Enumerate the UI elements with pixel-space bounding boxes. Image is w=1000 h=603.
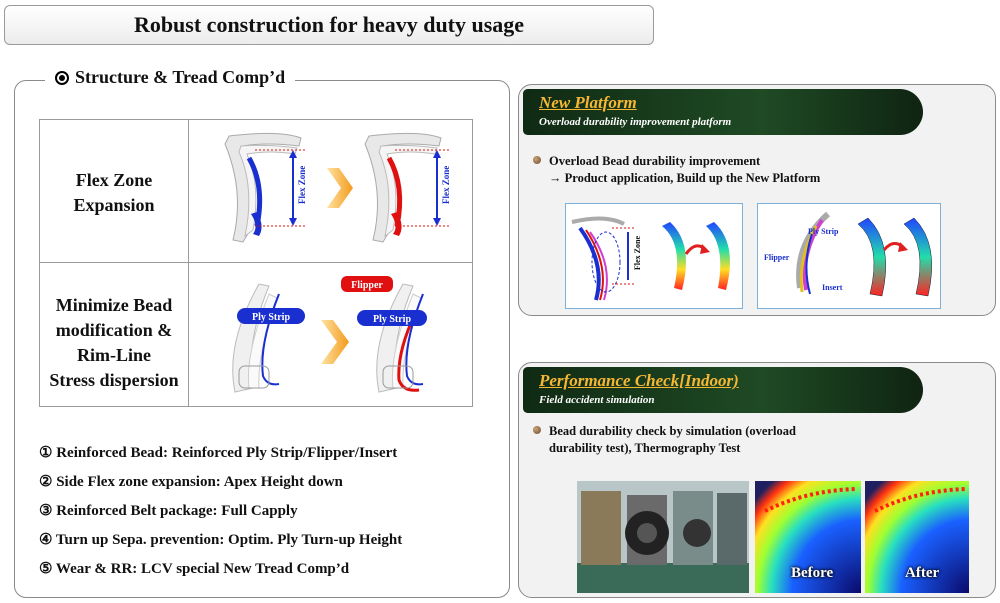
flex-zone-diagram <box>189 122 473 260</box>
new-platform-banner <box>523 89 923 135</box>
structure-panel <box>14 67 510 598</box>
structure-heading <box>45 67 295 88</box>
new-platform-title: New Platform <box>539 93 637 112</box>
bead-label: Minimize Bead modification & Rim-Line Stress dispersion <box>49 295 179 390</box>
circle-bullet-icon <box>55 71 69 85</box>
performance-subtitle: Field accident simulation <box>539 394 655 406</box>
after-label: After <box>905 565 940 581</box>
new-platform-panel <box>518 84 996 316</box>
flex-zone-simulation-figure <box>565 203 743 309</box>
bullet-icon <box>533 426 541 434</box>
platform-flipper-tag: Flipper <box>764 253 790 262</box>
list-item: ④ Turn up Sepa. prevention: Optim. Ply Turn-up Height <box>39 532 403 548</box>
new-platform-subtitle: Overload durability improvement platform <box>539 116 732 128</box>
list-item: ① Reinforced Bead: Reinforced Ply Strip/Flipper/Insert <box>39 445 398 461</box>
page-title <box>4 5 654 45</box>
platform-ply-strip-tag: Ply Strip <box>808 227 839 236</box>
bullet-icon <box>533 156 541 164</box>
performance-text: Bead durability check by simulation (overload durability test), Thermography Test <box>533 423 796 457</box>
flex-zone-tag-left: Flex Zone <box>297 165 307 204</box>
list-item: ② Side Flex zone expansion: Apex Height down <box>39 474 343 490</box>
test-rig-photo <box>577 481 749 593</box>
structure-heading-text: Structure & Tread Comp’d <box>75 67 286 87</box>
structure-grid <box>39 119 473 407</box>
performance-panel <box>518 362 996 598</box>
flipper-tag: Flipper <box>351 280 383 291</box>
flex-zone-label: Flex Zone Expansion <box>73 170 155 215</box>
thermography-before <box>755 481 861 593</box>
page-title-text: Robust construction for heavy duty usage <box>133 12 525 37</box>
ply-strip-tag-right: Ply Strip <box>372 314 412 325</box>
bead-diagram <box>189 264 473 406</box>
performance-title: Performance Check[Indoor) <box>539 371 739 390</box>
platform-insert-tag: Insert <box>822 283 843 292</box>
performance-banner <box>523 367 923 413</box>
flex-zone-tag-right: Flex Zone <box>441 165 451 204</box>
list-item: ③ Reinforced Belt package: Full Capply <box>39 503 298 519</box>
new-platform-text: Overload Bead durability improvement → Product application, Build up the New Platform <box>533 153 820 187</box>
ply-strip-tag-left: Ply Strip <box>251 312 291 323</box>
platform-flex-zone-tag: Flex Zone <box>633 236 642 270</box>
list-item: ⑤ Wear & RR: LCV special New Tread Comp’d <box>39 561 350 577</box>
feature-list <box>39 443 499 588</box>
before-label: Before <box>791 565 834 581</box>
bead-simulation-figure <box>757 203 941 309</box>
thermography-after <box>865 481 969 593</box>
